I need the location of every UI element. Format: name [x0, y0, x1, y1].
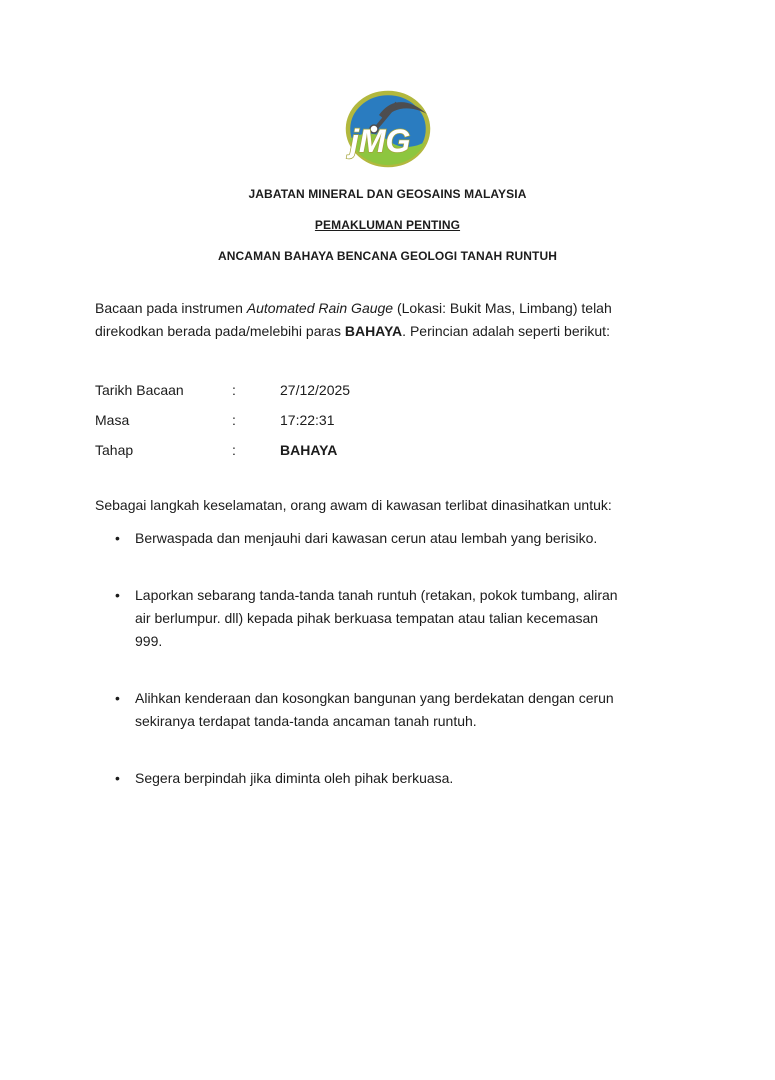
intro-paragraph: [95, 297, 645, 343]
detail-separator: :: [232, 412, 236, 428]
bullet-marker-icon: •: [115, 770, 120, 786]
advice-item: [115, 767, 627, 790]
intro-alert-level: BAHAYA: [344, 323, 403, 339]
detail-row-time: [95, 409, 775, 432]
detail-label: Tarikh Bacaan: [95, 382, 184, 398]
advice-intro: Sebagai langkah keselamatan, orang awam di kawasan terlibat dinasihatkan untuk:: [95, 497, 612, 513]
subject-heading: ANCAMAN BAHAYA BENCANA GEOLOGI TANAH RUNTUH: [218, 249, 557, 263]
advice-list: [95, 527, 627, 790]
detail-value-date: 27/12/2025: [280, 382, 351, 398]
intro-text-after: . Perincian adalah seperti berikut:: [402, 323, 610, 339]
jmg-logo-icon: [343, 88, 433, 168]
advice-item-text: Laporkan sebarang tanda-tanda tanah runtuh (retakan, pokok tumbang, aliran air berlumpur. dll) kepada pihak berkuasa tempatan atau talian kecemasan 999.: [135, 587, 618, 649]
jmg-logo: [343, 88, 433, 168]
detail-separator: :: [232, 382, 236, 398]
document-headings: [95, 186, 680, 264]
detail-separator: :: [232, 442, 236, 458]
detail-label: Masa: [95, 412, 130, 428]
intro-text-before: Bacaan pada instrumen: [95, 300, 247, 316]
detail-row-level: [95, 439, 775, 462]
advice-item: [115, 584, 627, 653]
detail-label: Tahap: [95, 442, 134, 458]
jmg-logo-letters: jMG: [349, 123, 410, 159]
notice-title-heading: PEMAKLUMAN PENTING: [314, 218, 461, 232]
advice-item-text: Berwaspada dan menjauhi dari kawasan cerun atau lembah yang berisiko.: [135, 530, 598, 546]
bullet-marker-icon: •: [115, 530, 120, 546]
advice-item-text: Alihkan kenderaan dan kosongkan bangunan yang berdekatan dengan cerun sekiranya terdapat tanda-tanda ancaman tanah runtuh.: [135, 690, 614, 729]
advice-item-text: Segera berpindah jika diminta oleh pihak berkuasa.: [135, 770, 454, 786]
advice-item: [115, 527, 627, 550]
reading-details: [95, 379, 775, 462]
detail-value-level: BAHAYA: [280, 442, 338, 458]
org-name-heading: JABATAN MINERAL DAN GEOSAINS MALAYSIA: [248, 187, 527, 201]
detail-row-date: [95, 379, 775, 402]
detail-value-time: 17:22:31: [280, 412, 335, 428]
bullet-marker-icon: •: [115, 587, 120, 603]
advice-item: [115, 687, 627, 733]
instrument-name: Automated Rain Gauge: [246, 300, 394, 316]
intro-text-middle: (Lokasi: Bukit Mas, Limbang) telah direkodkan berada pada/melebihi paras: [95, 300, 612, 339]
bullet-marker-icon: •: [115, 690, 120, 706]
